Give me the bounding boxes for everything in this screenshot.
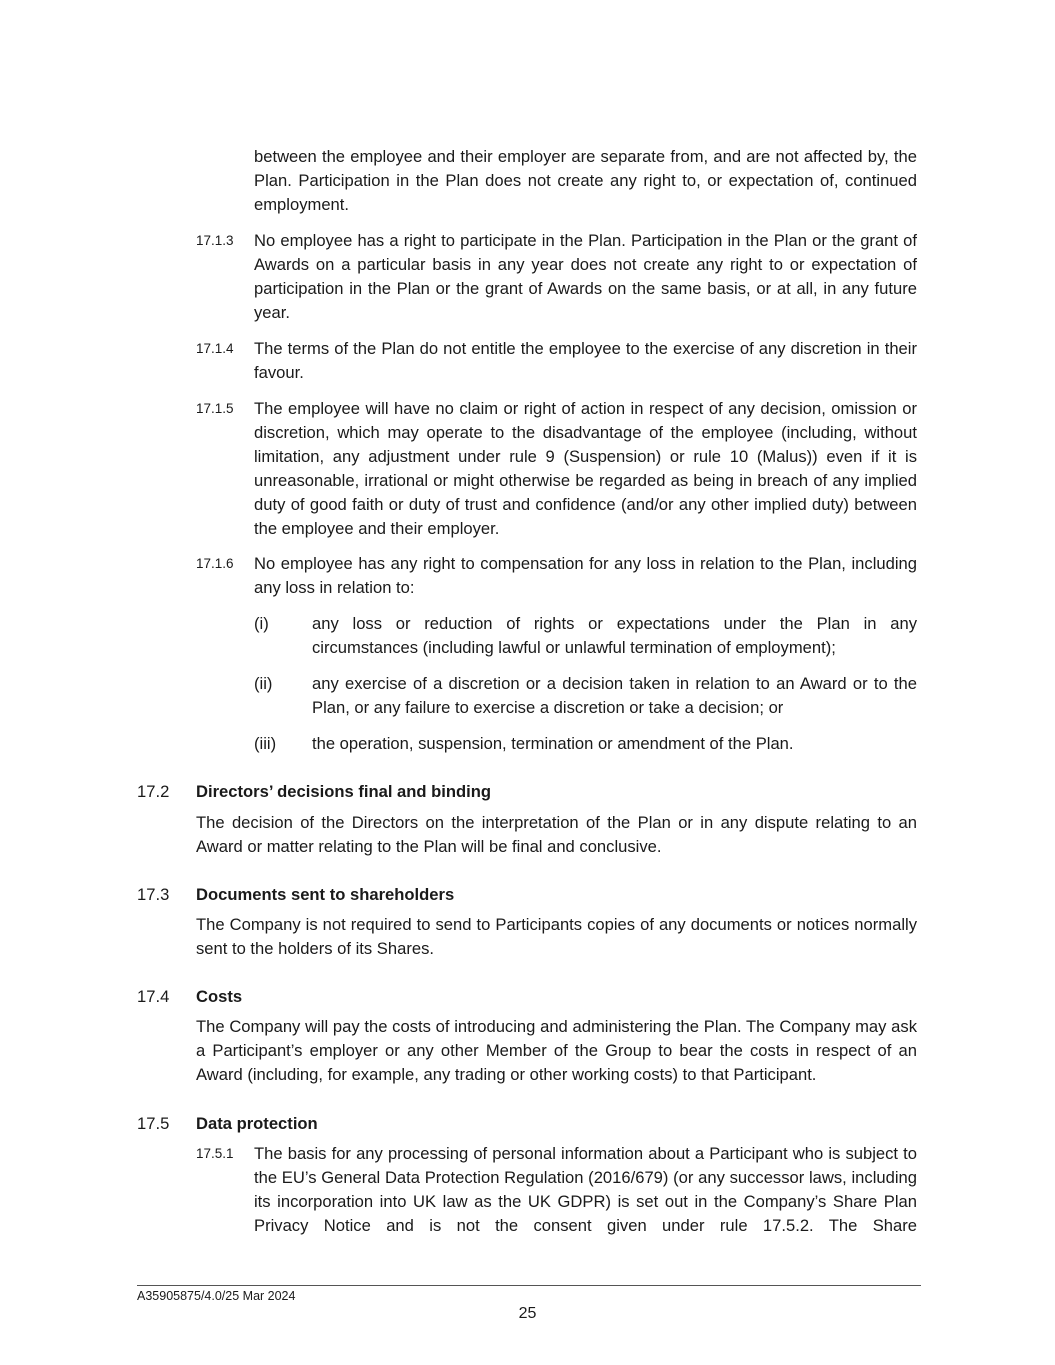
section-number: 17.5 [137,1114,170,1133]
subitem-text: any exercise of a discretion or a decision taken in relation to an Award or to the Plan, or any failure to exercise a discretion or take a decision; or [312,674,917,717]
clause-text: No employee has a right to participate in the Plan. Participation in the Plan or the grant of Awards on a particular basis in any year does not create any right to or expectation of participation in the Plan or the grant of Awards on the same basis, or at all, in any future year. [254,231,917,322]
section-number: 17.2 [137,782,170,801]
clause-text: No employee has any right to compensation for any loss in relation to the Plan, including any loss in relation to: [254,554,917,597]
section-heading: Data protection [196,1114,318,1133]
subitem-label: (iii) [254,734,277,753]
clause-text: The basis for any processing of personal information about a Participant who is subject to the EU’s General Data Protection Regulation (2016/679) (or any successor laws, including its incorporation into UK law as the UK GDPR) is set out in the Company’s Share Plan Privacy Notice and is not the consent given under rule 17.5.2. The Share [254,1144,917,1235]
section-number: 17.3 [137,885,170,904]
clause-text: The terms of the Plan do not entitle the employee to the exercise of any discretion in their favour. [254,339,917,382]
clause-number: 17.5.1 [196,1146,234,1161]
subitem-label: (i) [254,614,269,633]
section-heading: Directors’ decisions final and binding [196,782,492,801]
section-text: The decision of the Directors on the interpretation of the Plan or in any dispute relating to an Award or matter relating to the Plan will be final and conclusive. [196,813,917,856]
footer-divider [137,1285,921,1286]
clause-number: 17.1.5 [196,401,234,416]
page-number: 25 [518,1305,537,1322]
clause-number: 17.1.4 [196,341,234,356]
clause-number: 17.1.3 [196,233,234,248]
subitem-text: any loss or reduction of rights or expectations under the Plan in any circumstances (including lawful or unlawful termination of employment); [312,614,917,657]
section-number: 17.4 [137,987,170,1006]
subitem-text: the operation, suspension, termination or amendment of the Plan. [312,734,794,753]
clause-text: The employee will have no claim or right of action in respect of any decision, omission or discretion, which may operate to the disadvantage of the employee (including, without limitation, any adjustment under rule 9 (Suspension) or rule 10 (Malus)) even if it is unreasonable, irrational or might otherwise be regarded as being in breach of any implied duty of good faith or duty of trust and confidence (and/or any other implied duty) between the employee and their employer. [254,399,917,538]
clause-number: 17.1.6 [196,556,234,571]
section-text: The Company is not required to send to Participants copies of any documents or notices normally sent to the holders of its Shares. [196,915,917,958]
section-heading: Documents sent to shareholders [196,885,455,904]
continuation-paragraph: between the employee and their employer are separate from, and are not affected by, the Plan. Participation in the Plan does not create any right to, or expectation of, continued employment. [254,147,917,214]
section-text: The Company will pay the costs of introducing and administering the Plan. The Company may ask a Participant’s employer or any other Member of the Group to bear the costs in respect of an Award (including, for example, any trading or other working costs) to that Participant. [196,1017,917,1084]
section-heading: Costs [196,987,243,1006]
subitem-label: (ii) [254,674,273,693]
document-reference: A35905875/4.0/25 Mar 2024 [137,1289,296,1303]
